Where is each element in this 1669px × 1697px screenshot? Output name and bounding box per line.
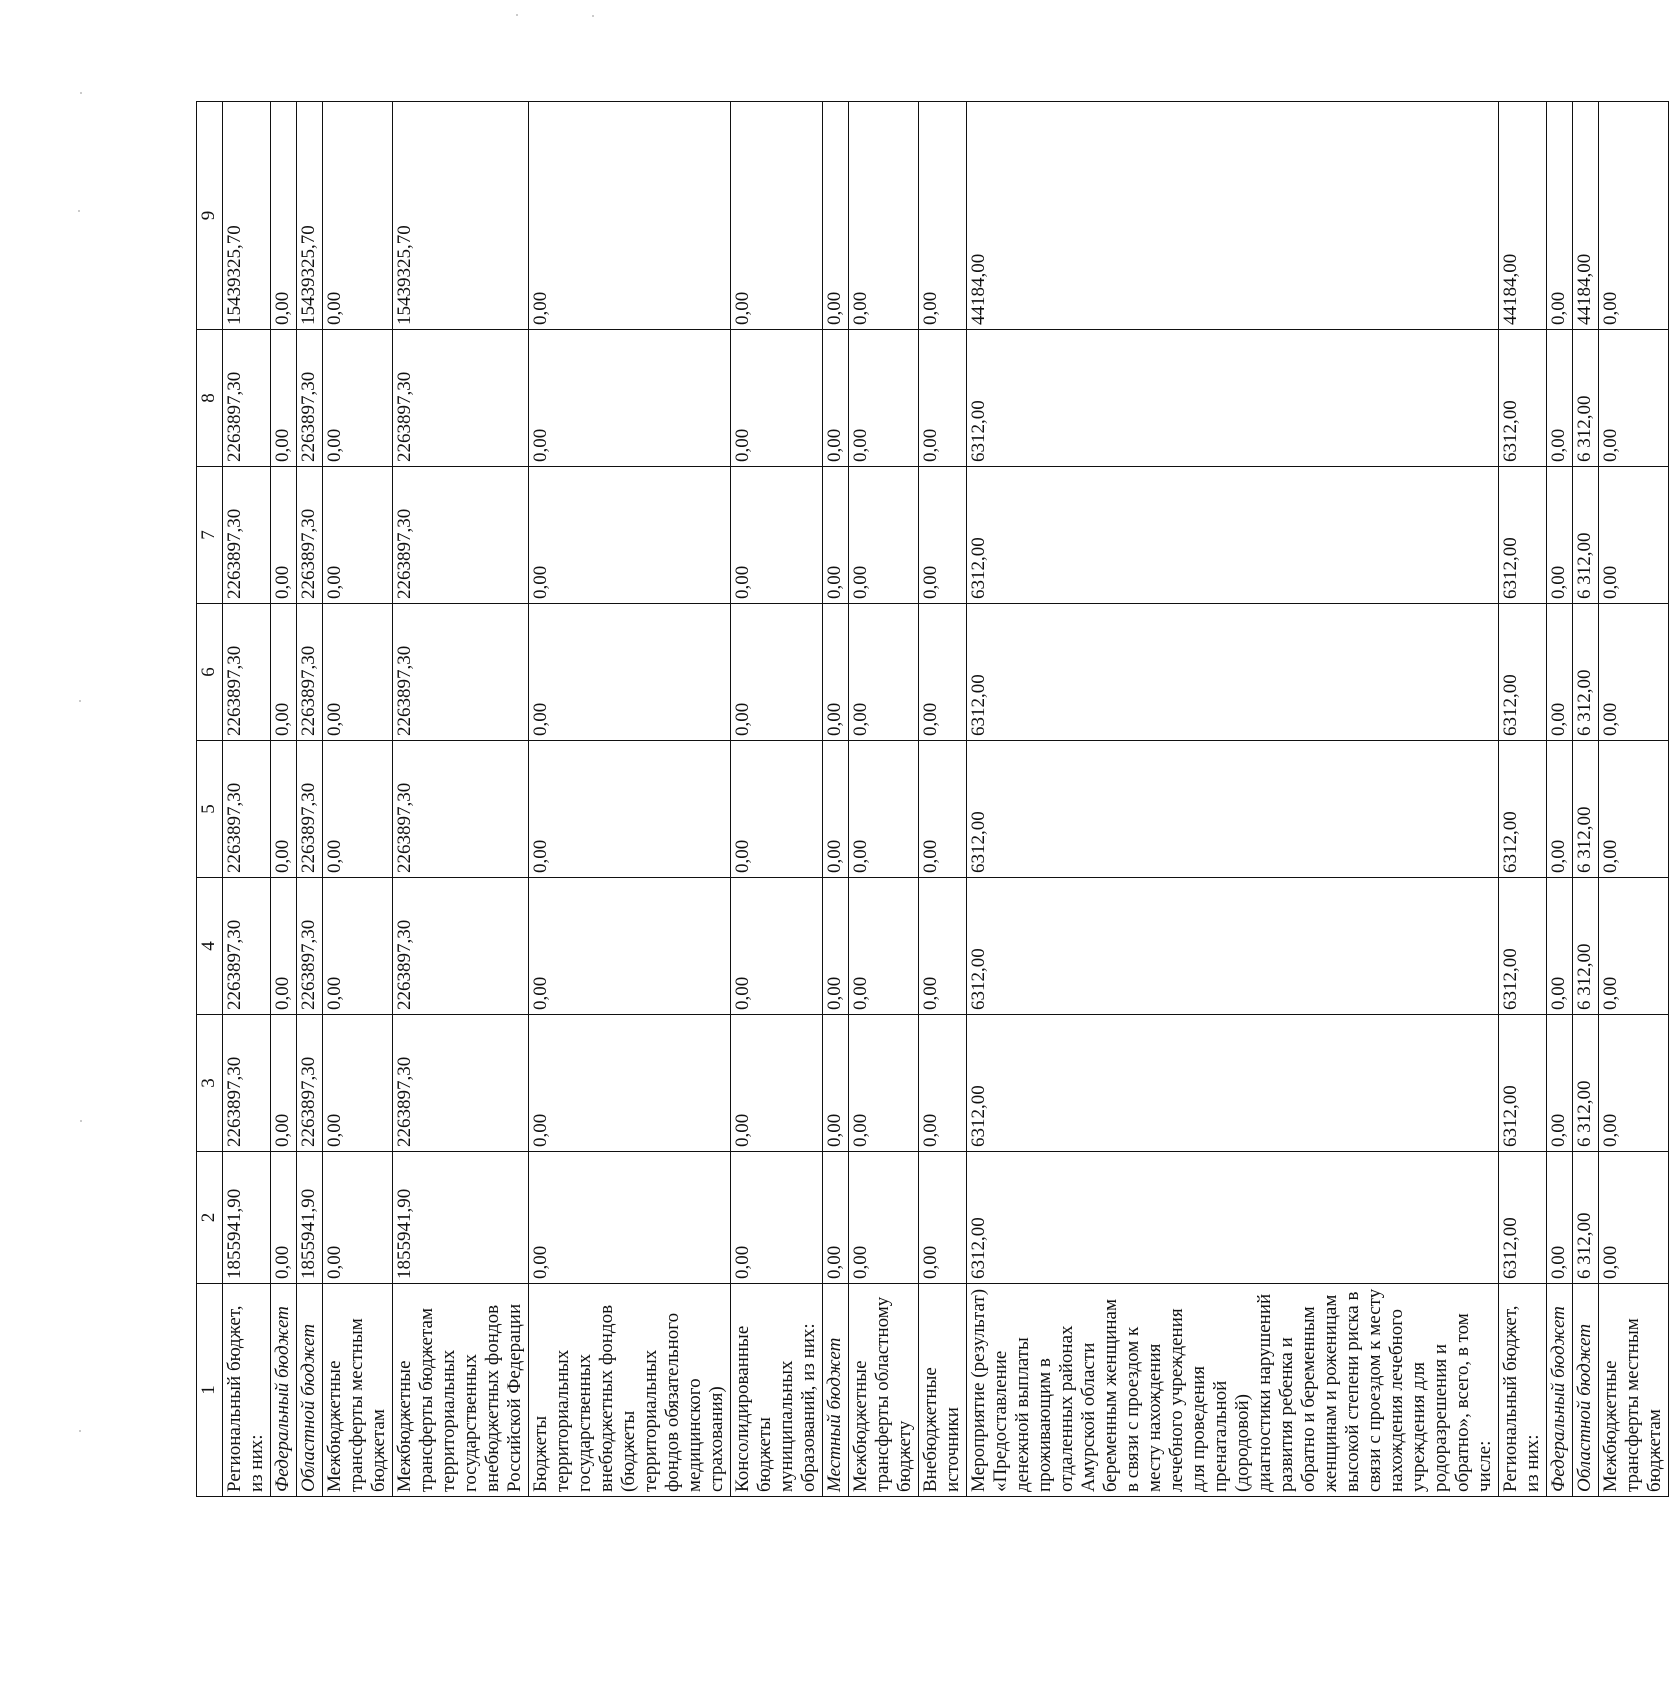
table-row xyxy=(529,102,731,1497)
cell-value: 2263897,30 xyxy=(393,604,529,741)
cell-value: 0,00 xyxy=(849,1152,919,1284)
cell-value: 0,00 xyxy=(731,604,823,741)
cell-value: 0,00 xyxy=(323,604,393,741)
cell-value: 0,00 xyxy=(529,467,731,604)
cell-value: 0,00 xyxy=(1547,878,1573,1015)
cell-value: 0,00 xyxy=(823,467,849,604)
cell-value: 0,00 xyxy=(849,878,919,1015)
cell-value: 0,00 xyxy=(1599,1015,1669,1152)
table-row xyxy=(731,102,823,1497)
cell-value: 0,00 xyxy=(823,878,849,1015)
cell-value: 0,00 xyxy=(849,604,919,741)
table-row xyxy=(297,102,323,1497)
cell-value: 6 312,00 xyxy=(1573,1015,1599,1152)
row-label: Бюджеты территориальных государственных внебюджетных фондов (бюджеты территориальных фондов обязательного медицинского страхования) xyxy=(529,1284,731,1497)
table-row xyxy=(271,102,297,1497)
column-header-1: 1 xyxy=(197,1284,223,1497)
cell-value: 6312,00 xyxy=(1499,878,1547,1015)
row-label: Внебюджетные источники xyxy=(919,1284,967,1497)
cell-value: 0,00 xyxy=(849,102,919,330)
table-row xyxy=(823,102,849,1497)
cell-value: 0,00 xyxy=(823,741,849,878)
cell-value: 44184,00 xyxy=(967,102,1499,330)
cell-value: 6312,00 xyxy=(967,1152,1499,1284)
cell-value: 2263897,30 xyxy=(223,878,271,1015)
table-row xyxy=(1547,102,1573,1497)
cell-value: 0,00 xyxy=(271,1015,297,1152)
cell-value: 0,00 xyxy=(919,102,967,330)
cell-value: 44184,00 xyxy=(1573,102,1599,330)
cell-value: 2263897,30 xyxy=(223,467,271,604)
cell-value: 0,00 xyxy=(1547,102,1573,330)
scan-speck xyxy=(79,1430,81,1432)
cell-value: 0,00 xyxy=(731,878,823,1015)
scan-speck xyxy=(78,210,80,212)
cell-value: 0,00 xyxy=(271,1152,297,1284)
cell-value: 0,00 xyxy=(849,330,919,467)
cell-value: 0,00 xyxy=(323,1152,393,1284)
cell-value: 0,00 xyxy=(731,741,823,878)
table-row xyxy=(1573,102,1599,1497)
cell-value: 0,00 xyxy=(823,330,849,467)
cell-value: 2263897,30 xyxy=(297,1015,323,1152)
cell-value: 0,00 xyxy=(1599,604,1669,741)
cell-value: 6312,00 xyxy=(967,467,1499,604)
cell-value: 6 312,00 xyxy=(1573,1152,1599,1284)
cell-value: 6312,00 xyxy=(1499,1152,1547,1284)
table-body xyxy=(223,102,1669,1497)
cell-value: 2263897,30 xyxy=(297,741,323,878)
cell-value: 6312,00 xyxy=(1499,604,1547,741)
cell-value: 0,00 xyxy=(823,102,849,330)
row-label: Региональный бюджет, из них: xyxy=(223,1284,271,1497)
column-header-2: 2 xyxy=(197,1152,223,1284)
row-label: Региональный бюджет, из них: xyxy=(1499,1284,1547,1497)
cell-value: 0,00 xyxy=(323,467,393,604)
rotated-table-container xyxy=(196,102,1665,1497)
cell-value: 6312,00 xyxy=(1499,741,1547,878)
cell-value: 6312,00 xyxy=(967,604,1499,741)
cell-value: 6312,00 xyxy=(1499,1015,1547,1152)
cell-value: 2263897,30 xyxy=(297,604,323,741)
cell-value: 0,00 xyxy=(271,467,297,604)
row-label: Межбюджетные трансферты областному бюджету xyxy=(849,1284,919,1497)
cell-value: 0,00 xyxy=(529,330,731,467)
cell-value: 6 312,00 xyxy=(1573,330,1599,467)
scan-speck xyxy=(592,15,594,17)
cell-value: 0,00 xyxy=(271,102,297,330)
budget-table xyxy=(196,101,1669,1497)
cell-value: 0,00 xyxy=(271,330,297,467)
row-label: Консолидированные бюджеты муниципальных образований, из них: xyxy=(731,1284,823,1497)
cell-value: 0,00 xyxy=(731,467,823,604)
cell-value: 6312,00 xyxy=(1499,330,1547,467)
table-row xyxy=(323,102,393,1497)
cell-value: 2263897,30 xyxy=(223,741,271,878)
cell-value: 0,00 xyxy=(919,1152,967,1284)
cell-value: 0,00 xyxy=(849,741,919,878)
column-header-4: 4 xyxy=(197,878,223,1015)
column-header-6: 6 xyxy=(197,604,223,741)
cell-value: 0,00 xyxy=(1547,1152,1573,1284)
row-label: Межбюджетные трансферты местным бюджетам xyxy=(1599,1284,1669,1497)
column-header-5: 5 xyxy=(197,741,223,878)
row-label: Мероприятие (результат) «Предоставление денежной выплаты проживающим в отдаленных районах Амурской области беременным женщинам в связи с проездом к месту нахождения лечебного учреждения для проведения пренатальной (дородовой) диагностики нарушений развития ребенка и обратно и беременным женщинам и роженицам высокой степени риска в связи с проездом к месту нахождения лечебного учреждения для родоразрешения и обратно», всего, в том числе: xyxy=(967,1284,1499,1497)
cell-value: 2263897,30 xyxy=(393,741,529,878)
column-header-3: 3 xyxy=(197,1015,223,1152)
row-label: Областной бюджет xyxy=(297,1284,323,1497)
table-row xyxy=(1599,102,1669,1497)
column-header-9: 9 xyxy=(197,102,223,330)
cell-value: 0,00 xyxy=(1547,604,1573,741)
cell-value: 15439325,70 xyxy=(393,102,529,330)
cell-value: 0,00 xyxy=(323,878,393,1015)
table-row xyxy=(393,102,529,1497)
cell-value: 0,00 xyxy=(271,878,297,1015)
cell-value: 6 312,00 xyxy=(1573,604,1599,741)
cell-value: 0,00 xyxy=(731,330,823,467)
cell-value: 0,00 xyxy=(849,1015,919,1152)
cell-value: 0,00 xyxy=(529,1152,731,1284)
table-row xyxy=(967,102,1499,1497)
cell-value: 0,00 xyxy=(529,878,731,1015)
row-label: Федеральный бюджет xyxy=(271,1284,297,1497)
cell-value: 0,00 xyxy=(323,330,393,467)
cell-value: 2263897,30 xyxy=(393,330,529,467)
row-label: Областной бюджет xyxy=(1573,1284,1599,1497)
cell-value: 0,00 xyxy=(529,102,731,330)
cell-value: 2263897,30 xyxy=(297,330,323,467)
cell-value: 6312,00 xyxy=(967,878,1499,1015)
cell-value: 0,00 xyxy=(323,741,393,878)
cell-value: 0,00 xyxy=(1599,467,1669,604)
cell-value: 0,00 xyxy=(323,1015,393,1152)
scan-speck xyxy=(80,1120,82,1122)
cell-value: 0,00 xyxy=(919,604,967,741)
cell-value: 0,00 xyxy=(919,1015,967,1152)
column-header-8: 8 xyxy=(197,330,223,467)
row-label: Межбюджетные трансферты бюджетам территориальных государственных внебюджетных фондов Российской Федерации xyxy=(393,1284,529,1497)
cell-value: 0,00 xyxy=(1547,741,1573,878)
cell-value: 2263897,30 xyxy=(393,1015,529,1152)
cell-value: 6312,00 xyxy=(967,330,1499,467)
cell-value: 6312,00 xyxy=(967,741,1499,878)
cell-value: 6 312,00 xyxy=(1573,467,1599,604)
cell-value: 0,00 xyxy=(1599,878,1669,1015)
cell-value: 2263897,30 xyxy=(223,604,271,741)
cell-value: 0,00 xyxy=(1599,1152,1669,1284)
cell-value: 6312,00 xyxy=(967,1015,1499,1152)
cell-value: 0,00 xyxy=(1599,330,1669,467)
cell-value: 0,00 xyxy=(529,1015,731,1152)
row-label: Федеральный бюджет xyxy=(1547,1284,1573,1497)
cell-value: 0,00 xyxy=(323,102,393,330)
cell-value: 0,00 xyxy=(849,467,919,604)
cell-value: 15439325,70 xyxy=(297,102,323,330)
cell-value: 6 312,00 xyxy=(1573,741,1599,878)
header-row xyxy=(197,102,223,1497)
cell-value: 2263897,30 xyxy=(223,330,271,467)
cell-value: 1855941,90 xyxy=(223,1152,271,1284)
cell-value: 0,00 xyxy=(529,741,731,878)
cell-value: 0,00 xyxy=(271,741,297,878)
cell-value: 15439325,70 xyxy=(223,102,271,330)
cell-value: 2263897,30 xyxy=(223,1015,271,1152)
cell-value: 0,00 xyxy=(1547,467,1573,604)
cell-value: 2263897,30 xyxy=(297,878,323,1015)
cell-value: 2263897,30 xyxy=(393,878,529,1015)
cell-value: 0,00 xyxy=(919,741,967,878)
cell-value: 0,00 xyxy=(1547,330,1573,467)
table-row xyxy=(1499,102,1547,1497)
cell-value: 0,00 xyxy=(823,1152,849,1284)
cell-value: 0,00 xyxy=(823,1015,849,1152)
cell-value: 1855941,90 xyxy=(297,1152,323,1284)
cell-value: 0,00 xyxy=(919,330,967,467)
cell-value: 0,00 xyxy=(919,878,967,1015)
cell-value: 0,00 xyxy=(1599,102,1669,330)
cell-value: 0,00 xyxy=(823,604,849,741)
cell-value: 44184,00 xyxy=(1499,102,1547,330)
cell-value: 0,00 xyxy=(919,467,967,604)
row-label: Межбюджетные трансферты местным бюджетам xyxy=(323,1284,393,1497)
scan-speck xyxy=(80,92,82,94)
cell-value: 6 312,00 xyxy=(1573,878,1599,1015)
scan-speck xyxy=(516,14,518,16)
row-label: Местный бюджет xyxy=(823,1284,849,1497)
table-row xyxy=(223,102,271,1497)
cell-value: 1855941,90 xyxy=(393,1152,529,1284)
cell-value: 0,00 xyxy=(1599,741,1669,878)
cell-value: 0,00 xyxy=(529,604,731,741)
scan-speck xyxy=(79,700,81,702)
cell-value: 0,00 xyxy=(731,1015,823,1152)
cell-value: 0,00 xyxy=(271,604,297,741)
cell-value: 2263897,30 xyxy=(297,467,323,604)
cell-value: 6312,00 xyxy=(1499,467,1547,604)
cell-value: 2263897,30 xyxy=(393,467,529,604)
cell-value: 0,00 xyxy=(731,1152,823,1284)
cell-value: 0,00 xyxy=(1547,1015,1573,1152)
cell-value: 0,00 xyxy=(731,102,823,330)
table-row xyxy=(919,102,967,1497)
table-row xyxy=(849,102,919,1497)
column-header-7: 7 xyxy=(197,467,223,604)
